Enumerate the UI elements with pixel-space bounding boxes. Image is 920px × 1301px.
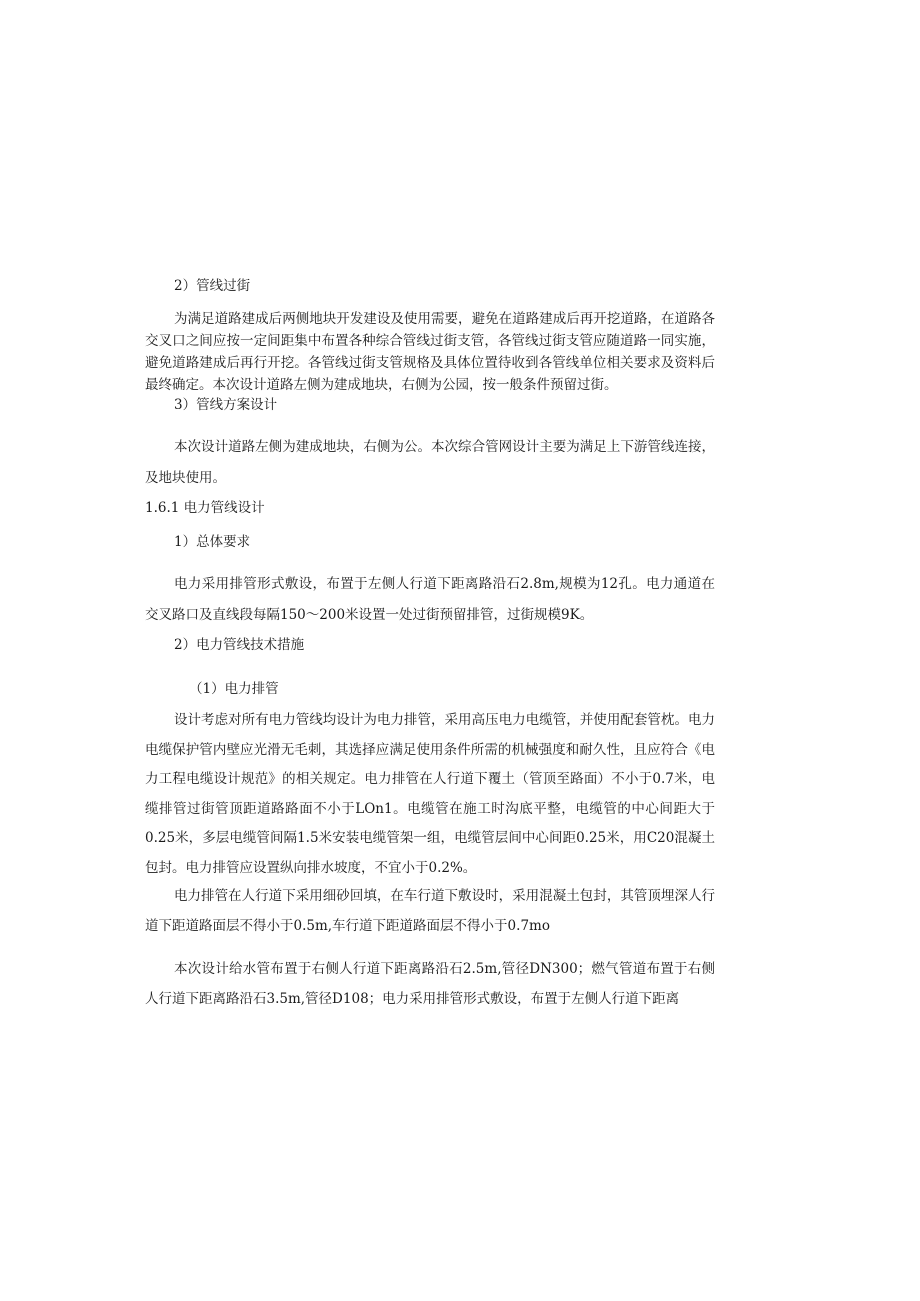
paragraph-general-requirements: 电力采用排管形式敷设，布置于左侧人行道下距离路沿石2.8m,规模为12孔。电力通道在交叉路口及直线段每隔150～200米设置一处过街预留排管，过街规模9K。	[145, 576, 715, 623]
heading-general-requirements: 1）总体要求	[174, 534, 251, 550]
paragraph-backfill: 电力排管在人行道下采用细砂回填，在车行道下敷设时，采用混凝土包封，其管顶埋深人行道下距道路面层不得小于0.5m,车行道下距道路面层不得小于0.7mo	[145, 888, 715, 934]
paragraph-pipeline-crossing: 为满足道路建成后两侧地块开发建设及使用需要，避免在道路建成后再开挖道路，在道路各交叉口之间应按一定间距集中布置各种综合管线过街支管，各管线过街支管应随道路一同实施，避免道路建成后再行开挖。各管线过街支管规格及具体位置待收到各管线单位相关要求及资料后最终确定。本次设计道路左侧为建成地块，右侧为公园，按一般条件预留过街。	[145, 311, 715, 393]
heading-power-duct-bank: （1）电力排管	[189, 681, 279, 697]
paragraph-power-duct-design: 设计考虑对所有电力管线均设计为电力排管，采用高压电力电缆管，并使用配套管枕。电力电缆保护管内壁应光滑无毛刺，其选择应满足使用条件所需的机械强度和耐久性，且应符合《电力工程电缆设计规范》的相关规定。电力排管在人行道下覆土（管顶至路面）不小于0.7米，电缆排管过街管顶距道路路面不小于LOn1。电缆管在施工时沟底平整，电缆管的中心间距大于0.25米，多层电缆管间隔1.5米安装电缆管架一组，电缆管层间中心间距0.25米，用C20混凝土包封。电力排管应设置纵向排水坡度，不宜小于0.2%。	[145, 712, 715, 876]
paragraph-pipeline-scheme: 本次设计道路左侧为建成地块，右侧为公。本次综合管网设计主要为满足上下游管线连接，及地块使用。	[145, 439, 715, 486]
heading-pipeline-crossing: 2）管线过街	[174, 278, 251, 294]
heading-technical-measures: 2）电力管线技术措施	[174, 637, 305, 653]
paragraph-water-gas-power-layout: 本次设计给水管布置于右侧人行道下距离路沿石2.5m,管径DN300；燃气管道布置于右侧人行道下距离路沿石3.5m,管径D108；电力采用排管形式敷设，布置于左侧人行道下距离	[145, 961, 715, 1007]
section-heading-power-pipeline: 1.6.1 电力管线设计	[145, 500, 265, 516]
heading-pipeline-scheme-design: 3）管线方案设计	[174, 397, 278, 413]
